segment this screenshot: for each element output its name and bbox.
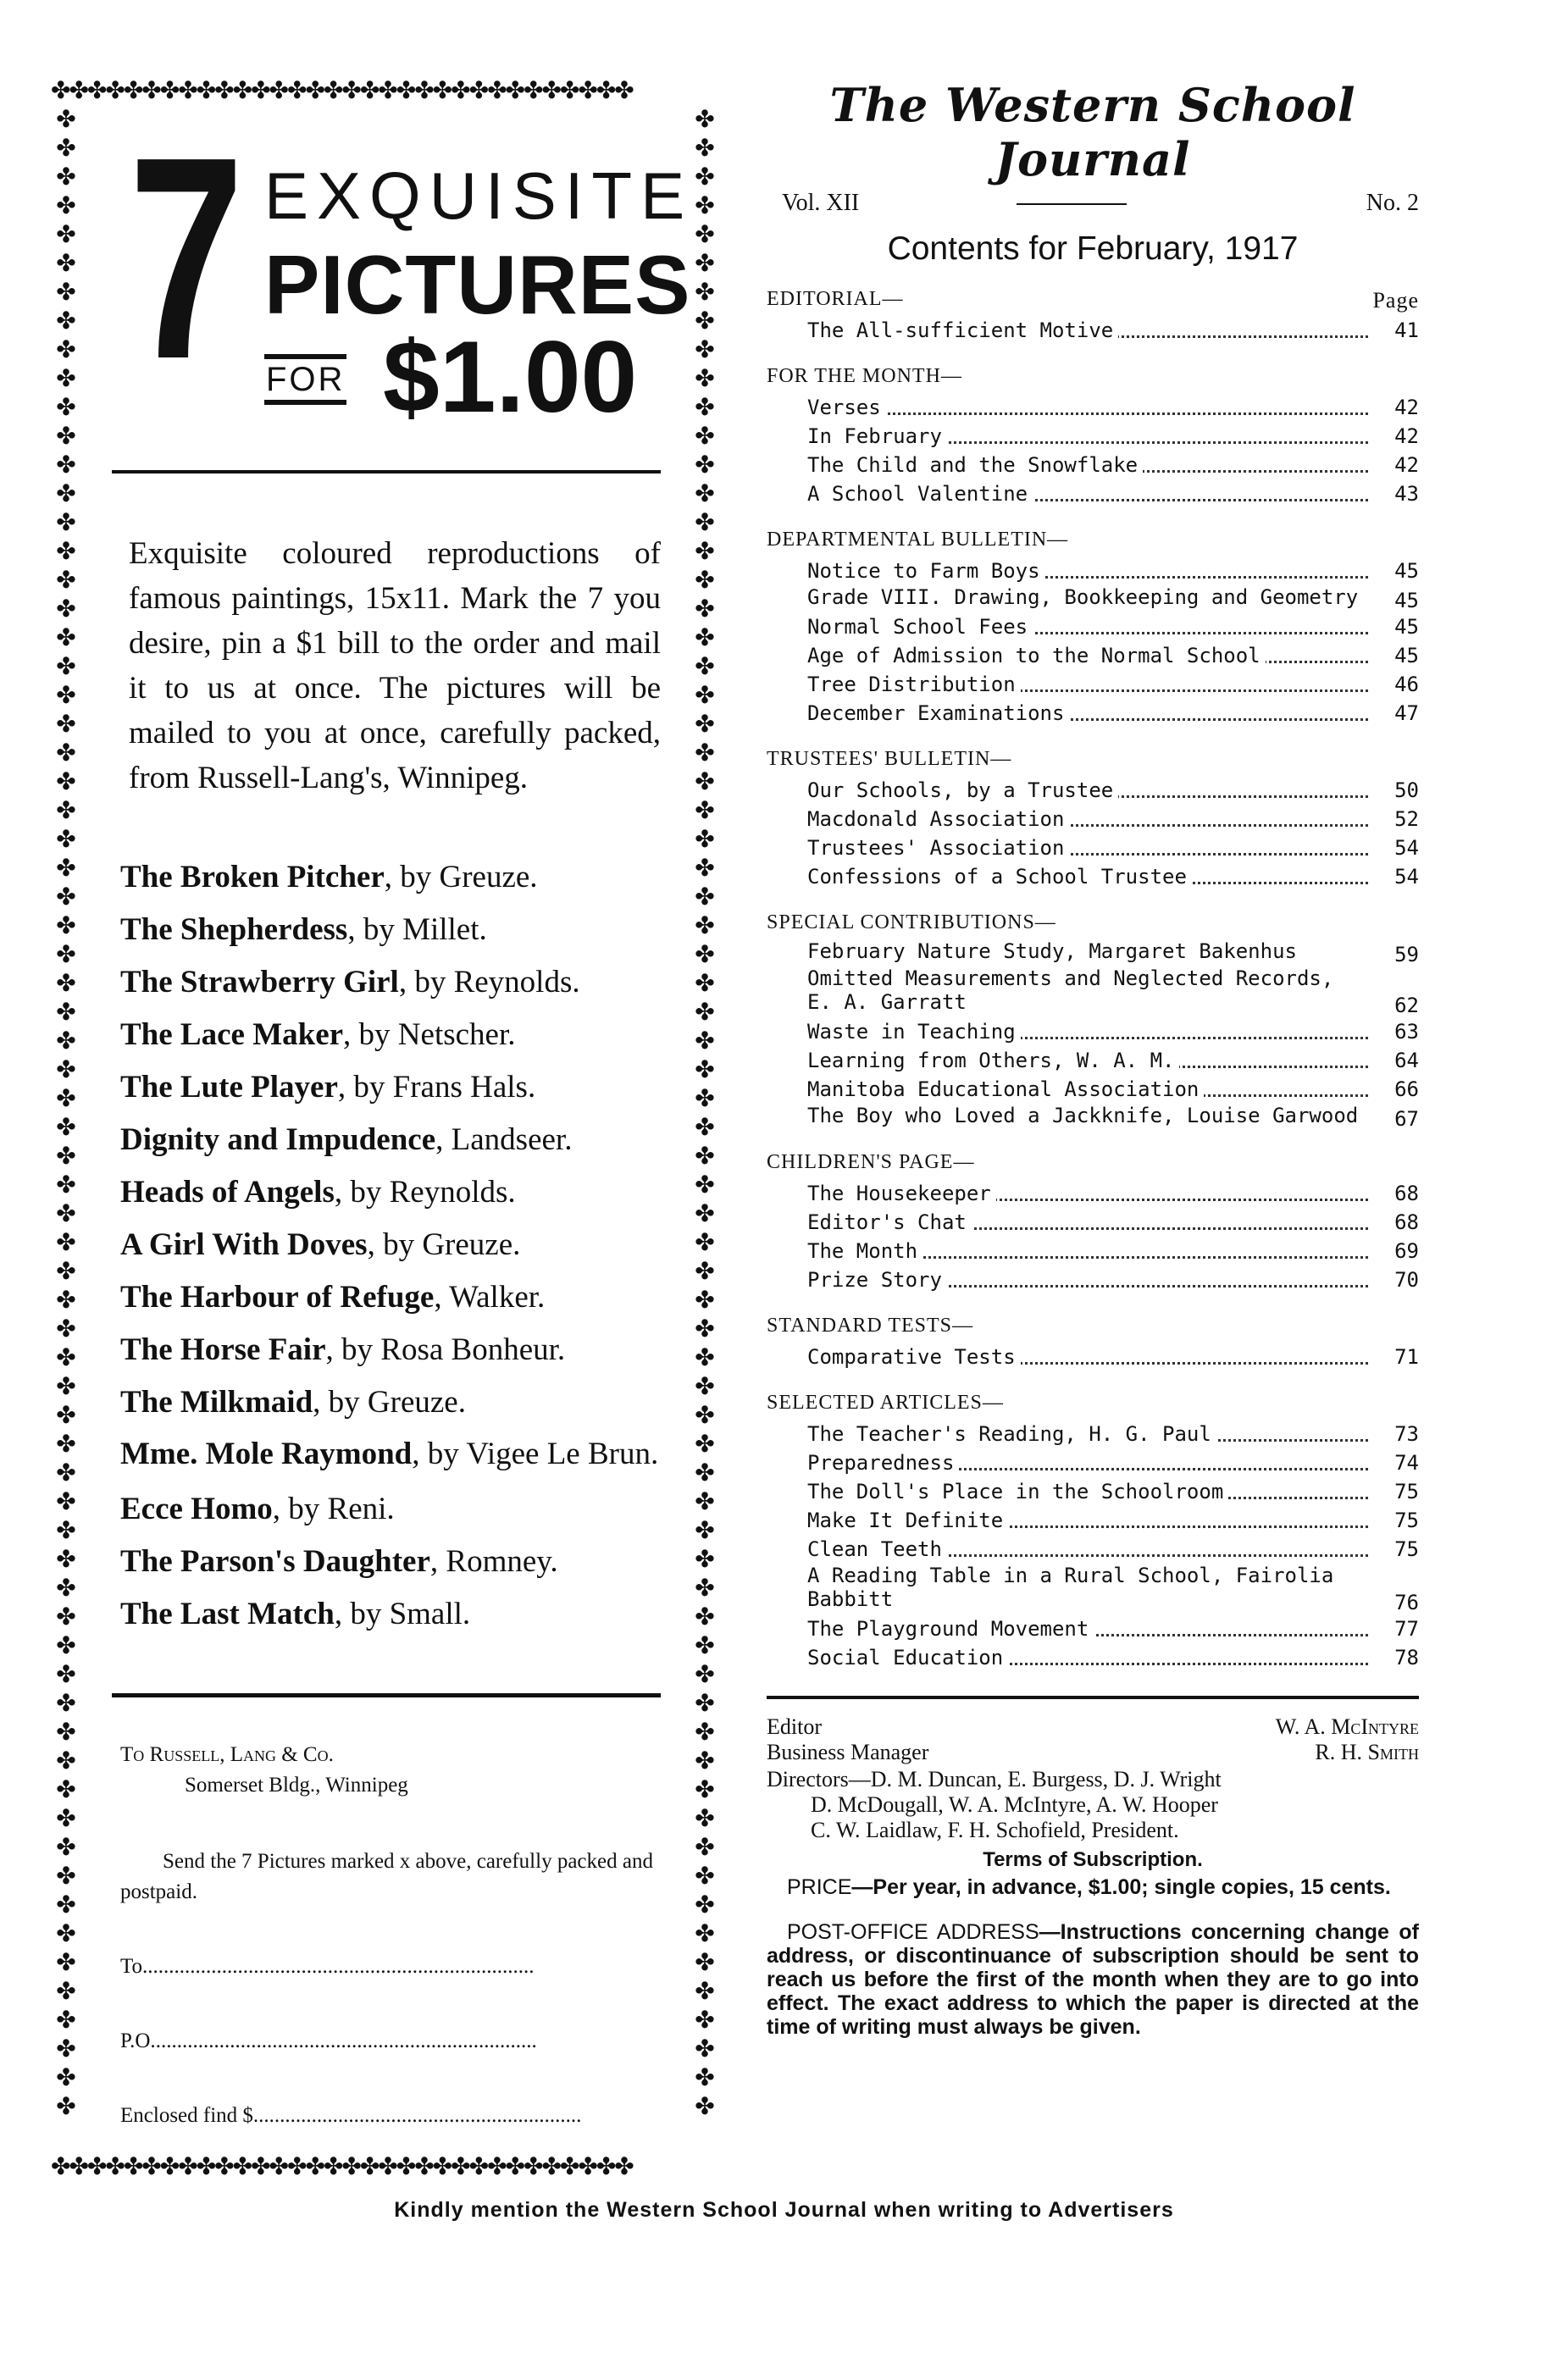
toc-item-title: February Nature Study, Margaret Bakenhus	[807, 939, 1297, 963]
toc-section-name: SELECTED ARTICLES—	[767, 1392, 1004, 1414]
toc-item-title: Prize Story	[807, 1268, 947, 1292]
toc-item-page: 59	[1394, 943, 1419, 966]
toc-item-page: 42	[1394, 453, 1419, 477]
picture-list-item	[120, 851, 661, 904]
toc-item-page: 47	[1394, 701, 1419, 725]
editor-name: W. A. McIntyre	[1275, 1714, 1419, 1739]
toc-item-title: Make It Definite	[807, 1509, 1008, 1532]
picture-list-item	[120, 1483, 661, 1536]
ad-headline	[112, 97, 694, 434]
toc-item	[767, 699, 1419, 728]
picture-artist: , Romney.	[429, 1544, 558, 1579]
toc-item	[767, 1643, 1419, 1672]
picture-artist: , by Rosa Bonheur.	[325, 1332, 566, 1367]
picture-title: The Last Match	[120, 1597, 335, 1631]
toc-item-page: 71	[1394, 1345, 1419, 1369]
toc-item-title: The Doll's Place in the Schoolroom	[807, 1480, 1228, 1503]
picture-artist: , by Greuze.	[367, 1227, 521, 1262]
toc-section-name: DEPARTMENTAL BULLETIN—	[767, 529, 1069, 551]
toc-item-title: Tree Distribution	[807, 673, 1021, 696]
headline-exquisite: EXQUISITE	[264, 158, 694, 233]
toc-item-title: Our Schools, by a Trustee	[807, 778, 1118, 802]
toc-item-page: 52	[1394, 807, 1419, 831]
directors-line: D. McDougall, W. A. McIntyre, A. W. Hooper	[811, 1792, 1218, 1817]
toc-item-list	[767, 393, 1419, 508]
picture-title: The Lute Player	[120, 1070, 338, 1105]
toc-section-heading	[767, 288, 1419, 311]
postoffice-text: —Instructions concerning change of address, or discontinuance of subscription should be sent to reach us before the first of the month when they are to go into effect. The exact address to which the paper is directed at the time of writing must always be given.	[767, 1920, 1419, 2039]
toc-item-title: The Child and the Snowflake	[807, 453, 1143, 477]
table-of-contents	[767, 288, 1419, 1672]
issue-number: No. 2	[1366, 190, 1419, 216]
order-address: Somerset Bldg., Winnipeg	[185, 1774, 408, 1797]
ornamental-border-left: ✤ ✤ ✤ ✤ ✤ ✤ ✤ ✤ ✤ ✤ ✤ ✤ ✤ ✤ ✤ ✤ ✤ ✤ ✤ ✤ ✤ ✤ ✤ ✤ ✤ ✤ ✤ ✤ ✤ ✤ ✤ ✤ ✤ ✤ ✤ ✤ ✤ ✤ ✤ ✤ ✤ ✤ ✤ ✤ ✤ ✤ ✤ ✤ ✤ ✤ ✤ ✤ ✤ ✤ ✤ ✤ ✤ ✤ ✤ ✤ ✤ ✤ ✤ ✤ ✤ ✤ ✤ ✤ ✤ ✤	[56, 105, 76, 2120]
picture-list-item	[120, 1219, 661, 1271]
picture-artist: , by Reynolds.	[334, 1175, 516, 1210]
toc-item-page: 68	[1394, 1210, 1419, 1234]
toc-item-page: 42	[1394, 424, 1419, 448]
toc-item	[767, 862, 1419, 891]
toc-item	[767, 479, 1419, 508]
picture-title: The Shepherdess	[120, 912, 348, 947]
picture-title: Dignity and Impudence	[120, 1122, 436, 1157]
masthead: The Western School Journal	[829, 78, 1356, 186]
toc-item-title: The Teacher's Reading, H. G. Paul	[807, 1422, 1216, 1446]
toc-item	[767, 641, 1419, 670]
toc-item	[767, 1046, 1419, 1075]
price-paragraph	[767, 1875, 1419, 1899]
toc-item	[767, 1564, 1419, 1614]
volume-number: Vol. XII	[782, 190, 860, 216]
postoffice-paragraph	[767, 1920, 1419, 2039]
toc-item	[767, 833, 1419, 862]
toc-item-page: 63	[1394, 1020, 1419, 1044]
toc-item-title: Omitted Measurements and Neglected Records, E. A. Garratt	[807, 966, 1334, 1014]
toc-item	[767, 1477, 1419, 1506]
toc-item	[767, 1506, 1419, 1535]
toc-item	[767, 670, 1419, 699]
picture-artist: , by Netscher.	[343, 1017, 516, 1052]
picture-list-item	[120, 1166, 661, 1219]
picture-artist: , by Frans Hals.	[337, 1070, 536, 1105]
toc-item-title: Macdonald Association	[807, 807, 1069, 831]
toc-item-list	[767, 557, 1419, 728]
toc-item	[767, 557, 1419, 585]
headline-number: 7	[129, 97, 245, 419]
toc-item-title: Trustees' Association	[807, 836, 1069, 860]
journal-contents	[767, 78, 1419, 2060]
toc-item-page: 67	[1394, 1107, 1419, 1131]
footer-note: Kindly mention the Western School Journal when writing to Advertisers	[394, 2198, 1174, 2222]
to-field[interactable]	[120, 1952, 661, 1982]
toc-item-title: The Boy who Loved a Jackknife, Louise Garwood	[807, 1104, 1359, 1127]
toc-item	[767, 1614, 1419, 1643]
toc-item-title: Social Education	[807, 1646, 1008, 1670]
editor-row	[767, 1714, 1419, 1740]
order-addressee: To Russell, Lang & Co.	[120, 1743, 334, 1766]
enclosed-field-dots: ..............................................................	[252, 2104, 582, 2127]
picture-list-item	[120, 1324, 661, 1376]
ad-intro-paragraph: Exquisite coloured reproductions of famous paintings, 15x11. Mark the 7 you desire, pin a $1 bill to the order and mail it to us at once. The pictures will be mailed to you at once, carefully packed, from Russell-Lang's, Winnipeg.	[129, 536, 661, 795]
toc-item-page: 50	[1394, 778, 1419, 802]
toc-item-list	[767, 939, 1419, 1131]
toc-item-title: Normal School Fees	[807, 615, 1033, 639]
toc-item-title: Manitoba Educational Association	[807, 1077, 1204, 1101]
toc-section-name: EDITORIAL—	[767, 288, 904, 310]
toc-section-name: FOR THE MONTH—	[767, 365, 962, 387]
picture-artist: , Walker.	[434, 1280, 546, 1315]
picture-list-item	[120, 904, 661, 956]
headline-pictures: PICTURES	[264, 238, 691, 331]
price-text: —Per year, in advance, $1.00; single copies, 15 cents.	[851, 1875, 1391, 1899]
picture-artist: , by Reynolds.	[398, 965, 580, 999]
toc-section-name: SPECIAL CONTRIBUTIONS—	[767, 911, 1056, 933]
picture-title: The Lace Maker	[120, 1017, 344, 1052]
picture-list-item	[120, 1114, 661, 1166]
toc-item	[767, 939, 1419, 966]
picture-list-item	[120, 1061, 661, 1114]
picture-artist: , by Small.	[334, 1597, 471, 1631]
divider	[767, 1696, 1419, 1699]
divider	[112, 470, 661, 473]
divider	[1017, 203, 1127, 205]
toc-item	[767, 1343, 1419, 1371]
page-column-heading: Page	[1372, 288, 1419, 313]
ornamental-border-bottom: ✤✤✤✤✤✤✤✤✤✤✤✤✤✤✤✤✤✤✤✤✤✤✤✤✤✤✤✤✤✤✤✤	[51, 2152, 633, 2180]
headline-price: $1.00	[383, 320, 638, 434]
toc-item-page: 75	[1394, 1509, 1419, 1532]
toc-item-title: December Examinations	[807, 701, 1069, 725]
toc-item-page: 43	[1394, 482, 1419, 506]
toc-section-heading	[767, 1392, 1419, 1415]
toc-item-list	[767, 776, 1419, 891]
toc-item-page: 45	[1394, 589, 1419, 612]
to-field-label: To	[120, 1955, 143, 1978]
picture-title: Heads of Angels	[120, 1175, 335, 1210]
toc-item	[767, 1535, 1419, 1564]
toc-item	[767, 966, 1419, 1017]
toc-item-page: 69	[1394, 1239, 1419, 1263]
picture-artist: , by Vigee Le Brun.	[412, 1437, 659, 1471]
toc-section-name: STANDARD TESTS—	[767, 1315, 973, 1337]
toc-item-title: Comparative Tests	[807, 1345, 1021, 1369]
picture-artist: , Landseer.	[435, 1122, 573, 1157]
toc-item-page: 74	[1394, 1451, 1419, 1475]
toc-item-list	[767, 1343, 1419, 1371]
toc-section-name: CHILDREN'S PAGE—	[767, 1151, 975, 1173]
toc-item	[767, 393, 1419, 422]
picture-title: The Harbour of Refuge	[120, 1280, 435, 1315]
toc-section-heading	[767, 911, 1419, 934]
toc-item	[767, 1208, 1419, 1237]
contents-title: Contents for February, 1917	[887, 230, 1299, 267]
po-field-label: P.O.	[120, 2029, 156, 2052]
toc-section-heading	[767, 1315, 1419, 1337]
picture-title: The Milkmaid	[120, 1385, 313, 1420]
enclosed-field[interactable]	[120, 2101, 661, 2131]
toc-item-page: 45	[1394, 644, 1419, 667]
editor-label: Editor	[767, 1714, 822, 1739]
picture-list-item	[120, 956, 661, 1009]
picture-artist: , by Reni.	[272, 1492, 395, 1526]
toc-item-title: Learning from Others, W. A. M.	[807, 1049, 1179, 1072]
toc-section-heading	[767, 748, 1419, 771]
toc-item-page: 76	[1394, 1591, 1419, 1614]
toc-item	[767, 1420, 1419, 1448]
staff-info	[767, 1714, 1419, 1843]
toc-item-page: 54	[1394, 836, 1419, 860]
toc-item	[767, 776, 1419, 805]
toc-section-heading	[767, 529, 1419, 551]
picture-list-item	[120, 1588, 661, 1641]
toc-item-title: Age of Admission to the Normal School	[807, 644, 1266, 667]
toc-item-page: 46	[1394, 673, 1419, 696]
toc-item	[767, 1017, 1419, 1046]
volume-row	[767, 190, 1419, 224]
postoffice-label: POST-OFFICE ADDRESS	[787, 1920, 1039, 1944]
toc-item-page: 77	[1394, 1617, 1419, 1641]
picture-list-item	[120, 1271, 661, 1324]
toc-item-page: 42	[1394, 396, 1419, 419]
toc-item	[767, 1265, 1419, 1294]
toc-item	[767, 1104, 1419, 1131]
picture-title: The Broken Pitcher	[120, 860, 385, 894]
toc-item	[767, 585, 1419, 612]
toc-item-title: A Reading Table in a Rural School, Fairolia Babbitt	[807, 1564, 1334, 1611]
manager-row	[767, 1740, 1419, 1765]
toc-item	[767, 422, 1419, 451]
picture-list	[120, 851, 661, 1641]
toc-item	[767, 316, 1419, 345]
toc-item-title: The Month	[807, 1239, 923, 1263]
toc-section-name: TRUSTEES' BULLETIN—	[767, 748, 1012, 770]
toc-item-title: Preparedness	[807, 1451, 959, 1475]
toc-section-heading	[767, 365, 1419, 388]
picture-list-item	[120, 1009, 661, 1061]
picture-list-item	[120, 1536, 661, 1588]
toc-item-title: The Playground Movement	[807, 1617, 1094, 1641]
toc-item-page: 54	[1394, 865, 1419, 889]
toc-item-page: 68	[1394, 1182, 1419, 1205]
toc-item-page: 70	[1394, 1268, 1419, 1292]
toc-item-title: The Housekeeper	[807, 1182, 996, 1205]
picture-title: The Strawberry Girl	[120, 965, 399, 999]
order-form	[120, 1740, 661, 2131]
toc-item-title: Grade VIII. Drawing, Bookkeeping and Geometry	[807, 585, 1359, 609]
picture-artist: , by Greuze.	[313, 1385, 466, 1420]
toc-item-title: Notice to Farm Boys	[807, 559, 1045, 583]
price-label: PRICE	[787, 1875, 852, 1899]
ornamental-border-right: ✤ ✤ ✤ ✤ ✤ ✤ ✤ ✤ ✤ ✤ ✤ ✤ ✤ ✤ ✤ ✤ ✤ ✤ ✤ ✤ ✤ ✤ ✤ ✤ ✤ ✤ ✤ ✤ ✤ ✤ ✤ ✤ ✤ ✤ ✤ ✤ ✤ ✤ ✤ ✤ ✤ ✤ ✤ ✤ ✤ ✤ ✤ ✤ ✤ ✤ ✤ ✤ ✤ ✤ ✤ ✤ ✤ ✤ ✤ ✤ ✤ ✤ ✤ ✤ ✤ ✤ ✤ ✤ ✤ ✤	[695, 105, 715, 2120]
toc-item-page: 62	[1394, 994, 1419, 1017]
toc-item	[767, 1179, 1419, 1208]
toc-item-title: Waste in Teaching	[807, 1020, 1021, 1044]
picture-artist: , by Greuze.	[384, 860, 538, 894]
toc-item	[767, 805, 1419, 833]
toc-item-list	[767, 1179, 1419, 1294]
toc-item-page: 78	[1394, 1646, 1419, 1670]
toc-section-heading	[767, 1151, 1419, 1174]
toc-item-page: 45	[1394, 559, 1419, 583]
picture-title: Ecce Homo	[120, 1492, 273, 1526]
toc-item-title: A School Valentine	[807, 482, 1033, 506]
picture-list-item	[120, 1376, 661, 1429]
toc-item	[767, 1075, 1419, 1104]
picture-list-item	[120, 1436, 661, 1473]
manager-name: R. H. Smith	[1315, 1740, 1419, 1764]
terms-title: Terms of Subscription.	[983, 1848, 1203, 1871]
directors	[767, 1767, 1419, 1843]
divider	[112, 1693, 661, 1697]
po-field[interactable]	[120, 2026, 661, 2057]
toc-item-page: 75	[1394, 1480, 1419, 1503]
toc-item-title: Clean Teeth	[807, 1537, 947, 1561]
toc-item-page: 75	[1394, 1537, 1419, 1561]
toc-item-title: Verses	[807, 396, 886, 419]
order-instructions: Send the 7 Pictures marked x above, carefully packed and postpaid.	[120, 1850, 653, 1903]
manager-label: Business Manager	[767, 1740, 929, 1764]
picture-artist: , by Millet.	[347, 912, 487, 947]
toc-item-title: In February	[807, 424, 947, 448]
toc-item	[767, 1237, 1419, 1265]
toc-item	[767, 612, 1419, 641]
directors-line: Directors—D. M. Duncan, E. Burgess, D. J. Wright	[767, 1767, 1222, 1791]
toc-item-title: The All-sufficient Motive	[807, 318, 1118, 342]
toc-item-page: 41	[1394, 318, 1419, 342]
toc-item-page: 73	[1394, 1422, 1419, 1446]
picture-title: The Horse Fair	[120, 1332, 326, 1367]
toc-item-page: 66	[1394, 1077, 1419, 1101]
toc-item-list	[767, 1420, 1419, 1672]
dot-leader	[807, 413, 1368, 415]
advertisement-box	[51, 76, 720, 2181]
toc-item-list	[767, 316, 1419, 345]
toc-item-page: 45	[1394, 615, 1419, 639]
picture-title: The Parson's Daughter	[120, 1544, 430, 1579]
enclosed-field-label: Enclosed find $	[120, 2104, 253, 2127]
headline-for: FOR	[264, 354, 346, 405]
to-field-dots: ..........................................................................	[142, 1955, 535, 1978]
toc-item	[767, 1448, 1419, 1477]
po-field-dots: ........................................................................	[155, 2029, 537, 2052]
directors-line: C. W. Laidlaw, F. H. Schofield, President.	[811, 1818, 1179, 1842]
toc-item-page: 64	[1394, 1049, 1419, 1072]
toc-item	[767, 451, 1419, 479]
toc-item-title: Editor's Chat	[807, 1210, 972, 1234]
picture-title: Mme. Mole Raymond	[120, 1437, 413, 1471]
ornamental-border-top: ✤✤✤✤✤✤✤✤✤✤✤✤✤✤✤✤✤✤✤✤✤✤✤✤✤✤✤✤✤✤✤✤	[51, 76, 633, 104]
picture-title: A Girl With Doves	[120, 1227, 368, 1262]
toc-item-title: Confessions of a School Trustee	[807, 865, 1192, 889]
